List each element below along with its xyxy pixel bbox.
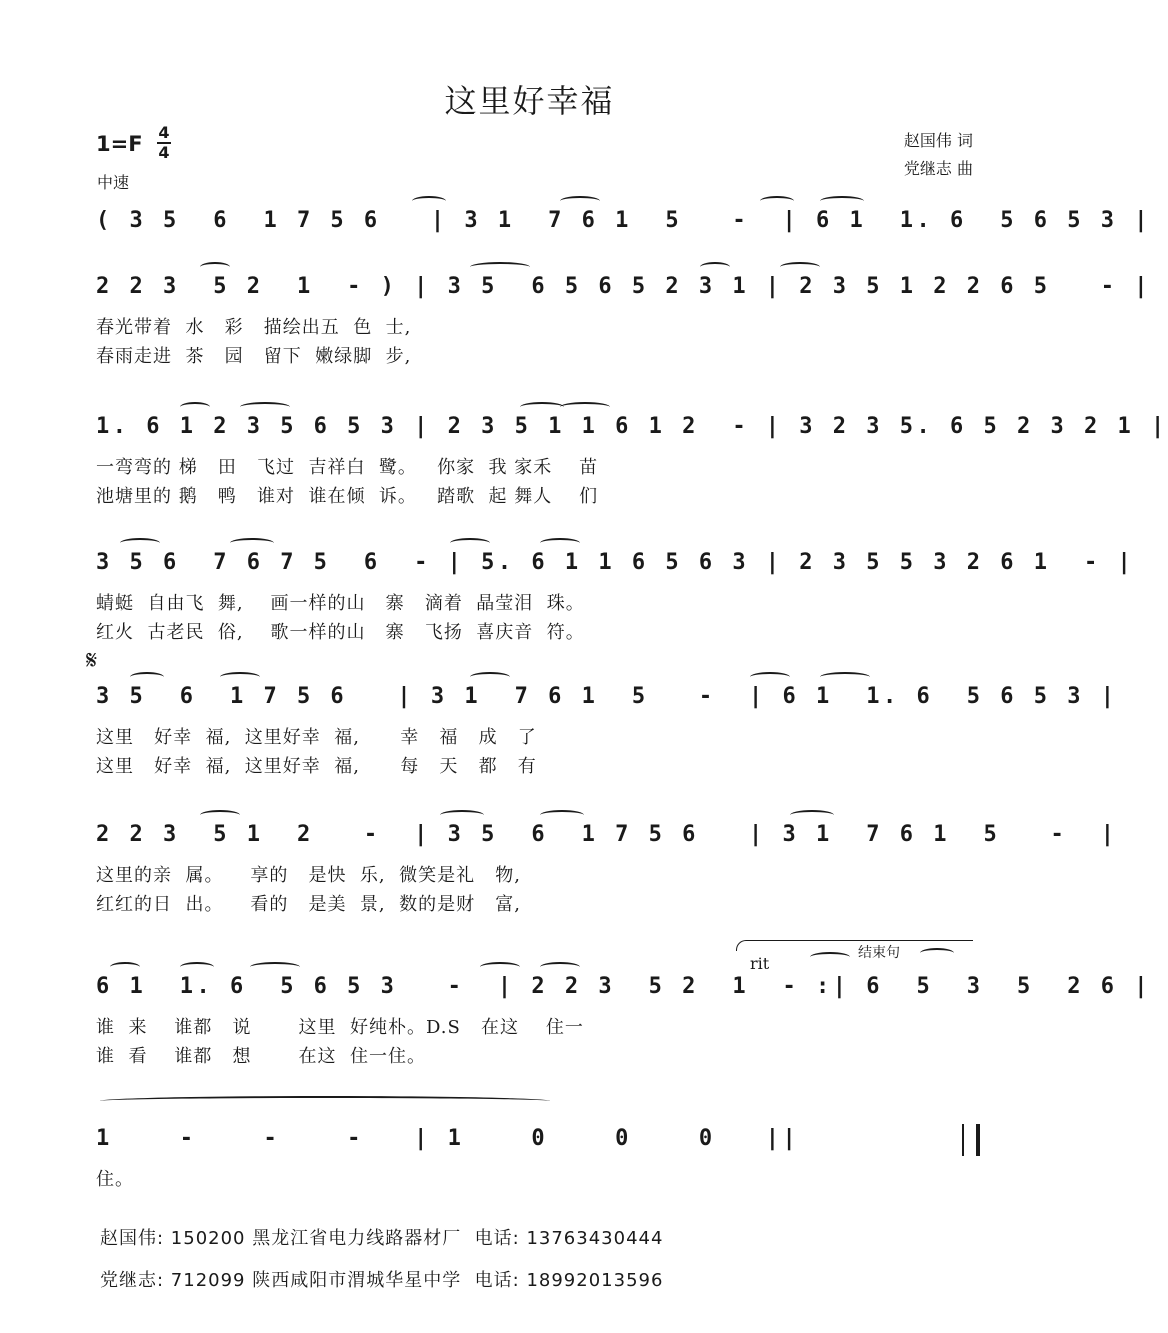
ending-label: 结束句 bbox=[858, 945, 900, 961]
meter-bottom: 4 bbox=[158, 143, 170, 162]
slur-mark bbox=[520, 402, 564, 412]
rit-marking: rit bbox=[750, 954, 770, 973]
staff-row-7 bbox=[96, 972, 1151, 1067]
slur-mark bbox=[470, 672, 510, 682]
slur-mark bbox=[180, 402, 210, 412]
slur-mark bbox=[560, 196, 600, 206]
staff-row-4 bbox=[96, 548, 1135, 643]
note-line: 2 2 3 5 2 1 - ) | 3 5 6 5 6 5 2 3 1 | 2 3 5 1 2 2 6 5 - | bbox=[96, 274, 1151, 299]
slur-mark bbox=[200, 262, 230, 272]
tempo-marking: 中速 bbox=[97, 173, 130, 192]
lyric-verse-2: 春雨走进 茶 园 留下 嫩绿脚 步, bbox=[96, 346, 412, 367]
slur-mark bbox=[820, 672, 870, 682]
slur-mark bbox=[560, 402, 610, 412]
slur-mark bbox=[540, 962, 580, 972]
slur-mark bbox=[130, 672, 164, 682]
slur-mark bbox=[750, 672, 790, 682]
lyric-verse-1: 一弯弯的 梯 田 飞过 吉祥白 鹭。 你家 我 家禾 苗 bbox=[96, 457, 599, 478]
slur-mark bbox=[760, 196, 794, 206]
slur-mark bbox=[450, 538, 490, 548]
note-line: 6 1 1. 6 5 6 5 3 - | 2 2 3 5 2 1 - :| 6 5 3 5 2 6 | bbox=[96, 974, 1151, 999]
slur-mark bbox=[480, 962, 520, 972]
footer-contact-composer: 党继志: 712099 陕西咸阳市渭城华星中学 电话: 18992013596 bbox=[100, 1270, 664, 1291]
slur-mark bbox=[120, 538, 160, 548]
slur-mark bbox=[820, 196, 864, 206]
slur-mark bbox=[230, 538, 274, 548]
note-line: 1 - - - | 1 0 0 0 || bbox=[96, 1126, 800, 1151]
slur-mark bbox=[200, 810, 240, 820]
note-line: 3 5 6 1 7 5 6 | 3 1 7 6 1 5 - | 6 1 1. 6 5 6 5 3 | bbox=[96, 684, 1118, 709]
slur-mark bbox=[790, 810, 834, 820]
slur-mark bbox=[240, 402, 290, 412]
final-barline bbox=[962, 1124, 980, 1156]
lyric-verse-1: 蜻蜓 自由飞 舞, 画一样的山 寨 滴着 晶莹泪 珠。 bbox=[96, 593, 585, 614]
slur-mark bbox=[220, 672, 260, 682]
lyric-verse-1: 住。 bbox=[96, 1169, 134, 1190]
staff-row-3 bbox=[96, 412, 1168, 507]
slur-mark bbox=[470, 262, 530, 272]
composer-credit: 党继志 曲 bbox=[903, 159, 973, 178]
meter-top: 4 bbox=[158, 123, 170, 142]
lyric-verse-1: 谁 来 谁都 说 这里 好纯朴。D.S 在这 住一 bbox=[96, 1017, 584, 1038]
lyric-verse-2: 这里 好幸 福, 这里好幸 福, 每 天 都 有 bbox=[96, 756, 537, 777]
lyric-verse-2: 红红的日 出。 看的 是美 景, 数的是财 富, bbox=[96, 894, 521, 915]
slur-mark bbox=[110, 962, 140, 972]
slur-mark bbox=[180, 962, 214, 972]
slur-mark bbox=[440, 810, 484, 820]
time-signature bbox=[156, 124, 172, 162]
slur-mark bbox=[810, 952, 850, 962]
note-line: 2 2 3 5 1 2 - | 3 5 6 1 7 5 6 | 3 1 7 6 1 5 - | bbox=[96, 822, 1118, 847]
lyricist-credit: 赵国伟 词 bbox=[903, 131, 973, 150]
lyric-verse-1: 这里的亲 属。 享的 是快 乐, 微笑是礼 物, bbox=[96, 865, 521, 886]
slur-mark bbox=[540, 538, 580, 548]
slur-mark bbox=[780, 262, 820, 272]
slur-mark bbox=[540, 810, 584, 820]
slur-mark bbox=[412, 196, 446, 206]
slur-mark bbox=[700, 262, 730, 272]
note-line: 3 5 6 7 6 7 5 6 - | 5. 6 1 1 6 5 6 3 | 2 3 5 5 3 2 6 1 - | bbox=[96, 550, 1135, 575]
lyric-verse-2: 谁 看 谁都 想 在这 住一住。 bbox=[96, 1046, 426, 1067]
slur-mark bbox=[920, 948, 954, 958]
footer-contact-lyricist: 赵国伟: 150200 黑龙江省电力线路器材厂 电话: 13763430444 bbox=[100, 1228, 664, 1249]
staff-row-5 bbox=[96, 682, 1118, 777]
lyric-verse-1: 春光带着 水 彩 描绘出五 色 士, bbox=[96, 317, 412, 338]
staff-row-6 bbox=[96, 820, 1118, 915]
staff-row-8 bbox=[96, 1124, 976, 1190]
lyric-verse-2: 池塘里的 鹅 鸭 谁对 谁在倾 诉。 踏歌 起 舞人 们 bbox=[96, 486, 599, 507]
staff-row-2 bbox=[96, 272, 1151, 367]
lyric-verse-1: 这里 好幸 福, 这里好幸 福, 幸 福 成 了 bbox=[96, 727, 537, 748]
note-line: 1. 6 1 2 3 5 6 5 3 | 2 3 5 1 1 6 1 2 - | 3 2 3 5. 6 5 2 3 2 1 | bbox=[96, 414, 1168, 439]
slur-mark bbox=[250, 962, 300, 972]
segno-sign: 𝄋 bbox=[86, 646, 98, 676]
song-title: 这里好幸福 bbox=[444, 82, 615, 120]
note-line: ( 3 5 6 1 7 5 6 | 3 1 7 6 1 5 - | 6 1 1. 6 5 6 5 3 | bbox=[96, 208, 1151, 233]
staff-row-1 bbox=[96, 206, 1151, 246]
key-signature: 1=F bbox=[96, 132, 143, 156]
slur-mark bbox=[100, 1096, 550, 1106]
lyric-verse-2: 红火 古老民 俗, 歌一样的山 寨 飞扬 喜庆音 符。 bbox=[96, 622, 585, 643]
